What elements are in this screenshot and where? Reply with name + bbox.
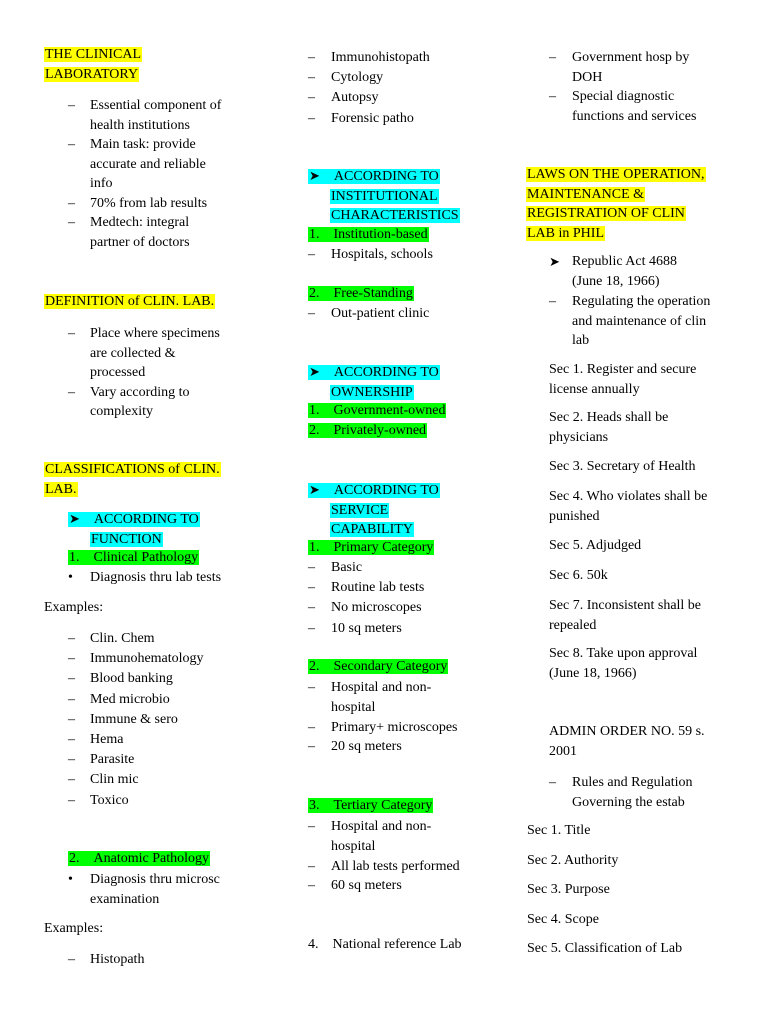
definition-list bbox=[68, 324, 258, 422]
government-list bbox=[549, 48, 696, 126]
list-item: – Medtech: integral partner of doctors bbox=[68, 215, 190, 250]
list-item: – Immunohistopath bbox=[308, 50, 430, 65]
clinical-lab-list bbox=[68, 96, 258, 252]
anatomic-pathology-bullet: • Diagnosis thru microsc examination bbox=[68, 872, 220, 907]
clinical-pathology-heading: 1. Clinical Pathology bbox=[69, 550, 199, 565]
list-item: – Autopsy bbox=[308, 90, 379, 106]
list-item: – Primary+ microscopes bbox=[308, 719, 458, 735]
list-item: – Hospitals, schools bbox=[308, 247, 433, 262]
examples-list bbox=[68, 629, 204, 811]
ra-section: Sec 8. Take upon approval (June 18, 1966) bbox=[549, 646, 698, 681]
anatomic-examples-continued bbox=[308, 48, 430, 129]
list-item: – Out-patient clinic bbox=[308, 306, 430, 321]
by-service-heading: ➤ ACCORDING TO SERVICE CAPABILITY bbox=[309, 482, 439, 537]
ra-section: Sec 4. Who violates shall be punished bbox=[549, 489, 708, 524]
bullet-marker: • bbox=[68, 872, 73, 887]
list-item: – Basic bbox=[308, 560, 363, 575]
ra-section: Sec 1. Register and secure license annually bbox=[549, 362, 697, 397]
secondary-list bbox=[308, 678, 457, 757]
laws-heading: LAWS ON THE OPERATION, MAINTENANCE & REGISTRATION OF CLIN LAB in PHIL bbox=[527, 167, 705, 241]
ra-section: Sec 6. 50k bbox=[549, 568, 608, 583]
ao-section: Sec 1. Title bbox=[527, 823, 591, 838]
list-item: – Essential component of health institutions bbox=[68, 98, 222, 133]
arrow-icon: ➤ bbox=[309, 364, 320, 379]
list-item: – Clin mic bbox=[68, 772, 139, 788]
bullet-marker: • bbox=[68, 570, 73, 585]
classifications-heading: CLASSIFICATIONS of CLIN. LAB. bbox=[45, 462, 220, 497]
anatomic-pathology-heading: 2. Anatomic Pathology bbox=[69, 851, 209, 866]
list-item: – Clin. Chem bbox=[68, 631, 155, 646]
clinical-lab-heading: THE CLINICAL LABORATORY bbox=[45, 47, 142, 82]
list-item: – No microscopes bbox=[308, 600, 422, 616]
ra-section: Sec 3. Secretary of Health bbox=[549, 459, 696, 474]
ao-section: Sec 5. Classification of Lab bbox=[527, 941, 683, 956]
ra-section: Sec 5. Adjudged bbox=[549, 538, 642, 553]
ownership-item: 2. Privately-owned bbox=[309, 422, 427, 438]
list-item: – Special diagnostic functions and services bbox=[549, 89, 697, 124]
ra-section: Sec 7. Inconsistent shall be repealed bbox=[549, 598, 702, 633]
dash-marker: – bbox=[68, 326, 75, 341]
tertiary-category-heading: 3. Tertiary Category bbox=[309, 798, 433, 813]
list-item: – Main task: provide accurate and reliable info bbox=[68, 137, 206, 191]
by-function-heading: ➤ ACCORDING TO FUNCTION bbox=[69, 511, 199, 547]
institution-based-heading: 1. Institution-based bbox=[309, 227, 428, 242]
list-item: – Routine lab tests bbox=[308, 580, 425, 596]
list-item: – Immunohematology bbox=[68, 651, 204, 667]
list-item: – 60 sq meters bbox=[308, 878, 402, 894]
ao-section: Sec 2. Authority bbox=[527, 853, 619, 868]
list-item: – 70% from lab results bbox=[68, 194, 258, 214]
list-item: – Hema bbox=[68, 732, 124, 748]
republic-act-title: ➤ Republic Act 4688 (June 18, 1966) bbox=[549, 254, 677, 289]
dash-marker: – bbox=[68, 195, 75, 211]
republic-act-description: – Regulating the operation and maintenance of clin lab bbox=[549, 294, 711, 348]
tertiary-list bbox=[308, 817, 460, 896]
clinical-pathology-bullet: • Diagnosis thru lab tests bbox=[68, 568, 221, 588]
definition-heading: DEFINITION of CLIN. LAB. bbox=[45, 294, 215, 309]
free-standing-heading: 2. Free-Standing bbox=[309, 286, 413, 301]
list-item: – Place where specimens are collected & processed bbox=[68, 326, 220, 380]
examples-label: Examples: bbox=[44, 600, 104, 615]
ownership-item: 1. Government-owned bbox=[309, 403, 446, 418]
list-item: – Med microbio bbox=[68, 691, 170, 707]
list-item: – All lab tests performed bbox=[308, 858, 460, 874]
by-ownership-heading: ➤ ACCORDING TO OWNERSHIP bbox=[309, 364, 439, 400]
list-item: – Government hosp by DOH bbox=[549, 50, 690, 85]
admin-order-description: – Rules and Regulation Governing the estab bbox=[549, 775, 693, 810]
examples-label: Examples: bbox=[44, 921, 104, 936]
arrow-icon: ➤ bbox=[309, 482, 320, 497]
dash-marker: – bbox=[68, 384, 75, 400]
list-item: – Histopath bbox=[68, 952, 145, 967]
primary-category-heading: 1. Primary Category bbox=[309, 540, 434, 555]
secondary-category-heading: 2. Secondary Category bbox=[309, 659, 448, 674]
primary-list bbox=[308, 558, 424, 639]
arrow-icon: ➤ bbox=[69, 511, 80, 526]
list-item: – Forensic patho bbox=[308, 110, 414, 126]
list-item: – Vary according to complexity bbox=[68, 384, 190, 419]
national-reference-lab: 4. National reference Lab bbox=[308, 937, 462, 952]
ownership-list bbox=[308, 401, 446, 440]
list-item: – Toxico bbox=[68, 792, 129, 808]
dash-marker: – bbox=[68, 98, 75, 113]
list-item: – Hospital and non- hospital bbox=[308, 680, 432, 715]
ao-section: Sec 3. Purpose bbox=[527, 882, 610, 897]
by-institution-heading: ➤ ACCORDING TO INSTITUTIONAL CHARACTERISTICS bbox=[309, 168, 459, 223]
arrow-icon: ➤ bbox=[549, 254, 560, 269]
list-item: – Cytology bbox=[308, 70, 384, 86]
list-item: – Hospital and non- hospital bbox=[308, 819, 432, 854]
list-item: – Immune & sero bbox=[68, 711, 178, 727]
arrow-icon: ➤ bbox=[309, 168, 320, 183]
dash-marker: – bbox=[68, 215, 75, 230]
list-item: – Parasite bbox=[68, 752, 135, 768]
list-item: – Blood banking bbox=[68, 671, 173, 687]
list-item: – 10 sq meters bbox=[308, 620, 402, 636]
dash-marker: – bbox=[68, 137, 75, 152]
admin-order-heading: ADMIN ORDER NO. 59 s. 2001 bbox=[549, 724, 705, 759]
list-item: – 20 sq meters bbox=[308, 739, 402, 755]
ao-section: Sec 4. Scope bbox=[527, 912, 599, 927]
ra-section: Sec 2. Heads shall be physicians bbox=[549, 410, 669, 445]
